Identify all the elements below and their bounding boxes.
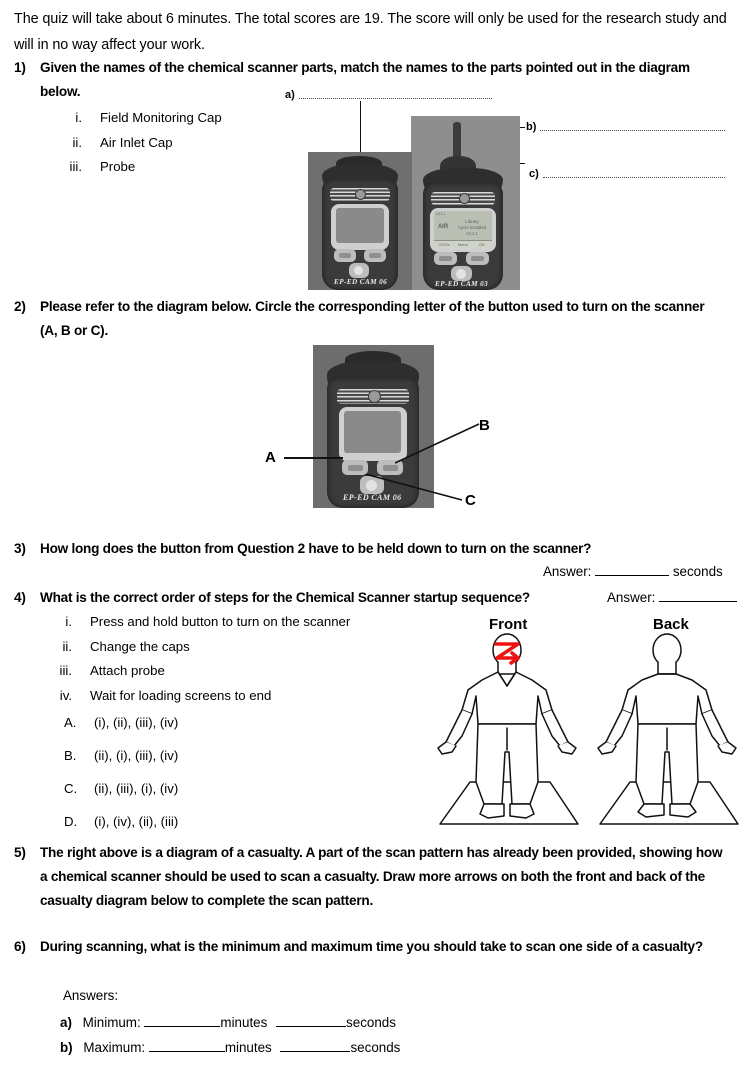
right-device-label: EP-ED CAM 03 [435,280,489,288]
left-device-button-right-inner [369,253,381,258]
question-1-text: Given the names of the chemical scanner parts, match the names to the parts pointed out in the diagram below. [40,60,690,99]
single-device-sensor-dot [368,390,381,403]
callout-letter-b: B [479,417,490,434]
answer-row-a-name: Minimum: [82,1015,141,1030]
lcd-mode: AIR [437,224,449,230]
lcd-status-left: v3.1.1 [436,212,446,216]
callout-letter-c: C [465,492,476,509]
lcd-line-cycle: Cycle Enabled [457,225,487,230]
answer-slot-c[interactable] [529,168,725,180]
question-3-text: How long does the button from Question 2 have to be held down to turn on the scanner? [40,541,592,556]
roman-item [56,155,316,180]
lcd-softkey-1: O2/Dx [438,241,450,247]
casualty-front-caption: Front [489,616,528,633]
roman-item [46,659,406,684]
lcd-line-version: v3.1.1 [466,231,478,236]
question-4-number: 4) [14,590,26,605]
question-1-number: 1) [14,60,26,75]
lcd-line-library: Library [465,219,479,224]
lcd-softkey-bar [434,240,492,249]
casualty-front-figure [432,632,582,828]
single-device-screen [344,411,401,453]
roman-label: ii. [72,134,82,150]
casualty-back-figure [592,632,741,828]
question-4-answer-blank[interactable] [659,588,737,602]
choice-d-text: (i), (iv), (ii), (iii) [94,814,179,829]
question-6-answers-label: Answers: [63,988,119,1003]
lcd-softkey-3: OK [479,241,485,247]
question-4-answer-label: Answer: [607,590,656,605]
question-4-choices [64,706,364,838]
answer-row-a-minutes-blank[interactable] [144,1013,220,1027]
single-device-button-b-inner [383,465,398,471]
choice-b-label: B. [64,748,77,763]
question-2 [14,295,724,343]
question-4-roman-list [46,610,406,708]
question-6-answer-row-a[interactable] [60,1013,396,1030]
choice-a-text: (i), (ii), (iii), (iv) [94,715,179,730]
left-device-button-left-inner [339,253,351,258]
question-6-number: 6) [14,939,26,954]
answer-row-b-label: b) [60,1040,73,1055]
casualty-back-caption: Back [653,616,689,633]
roman-item [56,106,316,131]
callout-letter-a: A [265,449,276,466]
answer-row-a-seconds-blank[interactable] [276,1013,346,1027]
answer-slot-a-label: a) [285,89,295,101]
choice-d-label: D. [64,814,78,829]
choice-option-c[interactable] [64,772,364,805]
question-2-text: Please refer to the diagram below. Circle the corresponding letter of the button used to turn on the scanner (A, B or C). [40,299,705,338]
choice-option-b[interactable] [64,739,364,772]
lcd-softkey-2: Menu [457,241,468,247]
intro-paragraph: The quiz will take about 6 minutes. The total scores are 19. The score will only be used for the research study and will in no way affect your work. [14,11,727,53]
roman-item [46,635,406,660]
roman-label: i. [65,614,72,629]
answer-row-b-seconds-blank[interactable] [280,1038,350,1052]
answer-row-b-minutes-unit: minutes [224,1040,272,1055]
roman-text: Attach probe [90,663,165,678]
question-6-text: During scanning, what is the minimum and maximum time you should take to scan one side of a casualty? [40,939,703,954]
choice-option-a[interactable] [64,706,364,739]
left-device-sensor-dot [355,189,366,200]
answer-slot-a-dots [299,98,492,99]
answer-slot-b-label: b) [526,121,537,133]
choice-c-label: C. [64,781,78,796]
answer-row-b-name: Maximum: [83,1040,146,1055]
right-device-sensor-dot [459,193,470,204]
question-3-answer-blank[interactable] [595,562,669,576]
roman-item [56,131,316,156]
roman-item [46,610,406,635]
answer-row-b-seconds-unit: seconds [350,1040,401,1055]
answer-slot-b[interactable] [526,121,725,133]
answer-slot-b-dots [540,130,725,131]
callout-line-a [284,457,343,459]
single-device-label: EP-ED CAM 06 [343,493,402,502]
question-3-answer-line[interactable] [543,562,723,579]
answer-row-a-seconds-unit: seconds [346,1015,396,1030]
roman-item [46,684,406,709]
question-5 [14,841,730,913]
single-device-button-a-inner [348,465,363,471]
roman-text: Probe [100,159,136,174]
question-3-number: 3) [14,541,26,556]
question-4-answer-line[interactable] [607,588,737,605]
question-6 [14,935,730,959]
roman-label: i. [75,110,82,125]
question-3-answer-label: Answer: [543,564,592,579]
roman-text: Change the caps [90,638,190,654]
right-device-power-button-inner [456,269,466,279]
answer-slot-c-dots [543,177,725,178]
question-3 [14,537,724,561]
question-6-answer-row-b[interactable] [60,1038,400,1055]
question-5-number: 5) [14,845,26,860]
answer-row-b-minutes-blank[interactable] [149,1038,225,1052]
choice-c-text: (ii), (iii), (i), (iv) [94,781,179,796]
choice-a-label: A. [64,715,77,730]
roman-label: ii. [62,638,72,654]
roman-text: Field Monitoring Cap [100,110,222,125]
left-device-label: EP-ED CAM 06 [334,278,388,286]
right-device-button-right-inner [471,256,484,261]
choice-b-text: (ii), (i), (iii), (iv) [94,748,179,763]
question-2-number: 2) [14,299,26,314]
answer-slot-c-label: c) [529,168,539,180]
question-5-text: The right above is a diagram of a casualty. A part of the scan pattern has already been provided, showing how a chemical scanner should be used to scan a casualty. Draw more arrows on both the front and back of the casualty diagram below to complete the scan pattern. [40,845,723,908]
question-3-answer-unit: seconds [672,564,723,579]
left-device-power-button-inner [354,266,363,275]
right-device-button-left-inner [439,256,452,261]
left-device-screen [336,208,384,243]
scanner-pair-photo [308,116,520,290]
answer-row-a-minutes-unit: minutes [220,1015,268,1030]
callout-line-c [365,474,463,502]
roman-label: iv. [59,687,72,703]
roman-text: Air Inlet Cap [100,134,173,150]
choice-option-d[interactable] [64,805,364,838]
question-1-roman-list [56,106,316,180]
answer-slot-a[interactable] [285,89,492,101]
answer-row-a-label: a) [60,1015,72,1030]
roman-text: Press and hold button to turn on the scanner [90,614,351,629]
question-4-text: What is the correct order of steps for the Chemical Scanner startup sequence? [40,590,530,605]
callout-line-b [395,422,480,464]
roman-label: iii. [59,663,72,678]
roman-label: iii. [69,159,82,174]
roman-text: Wait for loading screens to end [90,687,272,703]
